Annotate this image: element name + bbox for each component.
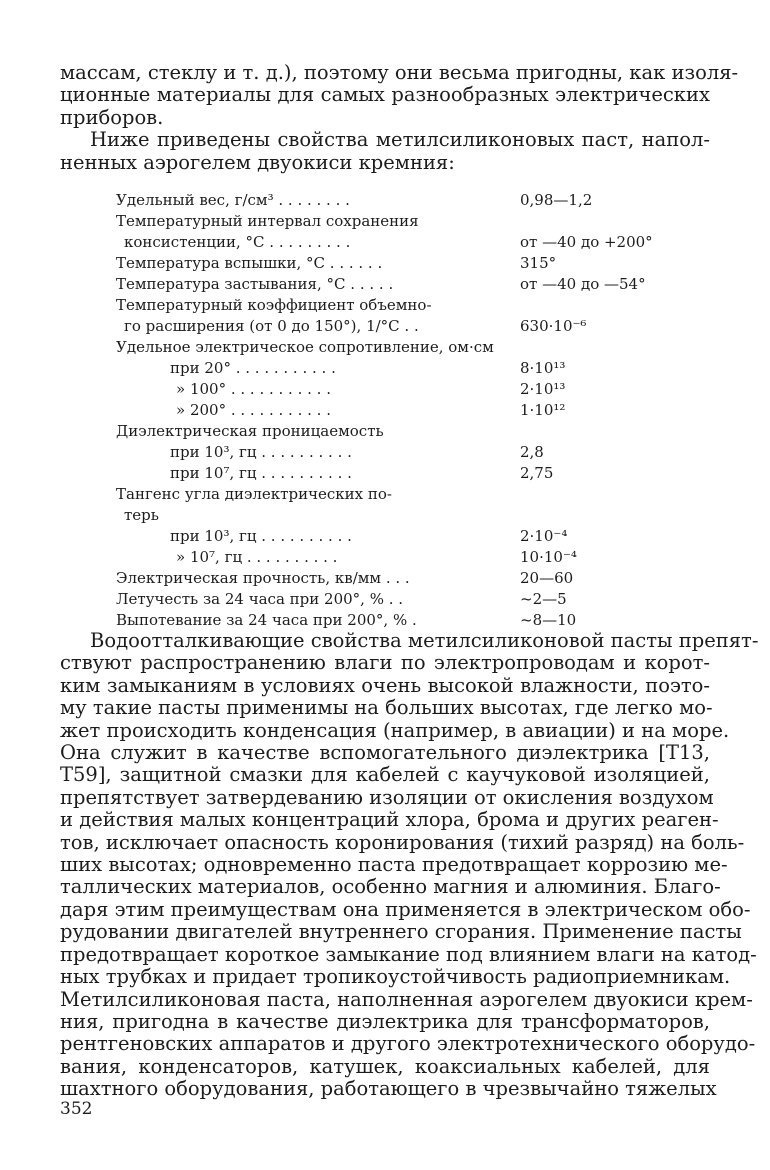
table-row <box>116 316 676 337</box>
property-label: при 20° . . . . . . . . . . . <box>170 359 336 377</box>
table-row <box>116 526 676 547</box>
property-label: при 10³, гц . . . . . . . . . . <box>170 527 352 545</box>
property-label: при 10⁷, гц . . . . . . . . . . <box>170 464 352 482</box>
property-label: » 10⁷, гц . . . . . . . . . . <box>176 548 338 566</box>
text-line: рудовании двигателей внутреннего сгорания. Применение пасты <box>60 920 742 944</box>
property-label: Удельное электрическое сопротивление, ом·см <box>116 338 494 356</box>
property-label: Температура вспышки, °C . . . . . . <box>116 254 383 272</box>
property-value: 630·10⁻⁶ <box>520 317 587 335</box>
table-row <box>116 421 676 442</box>
property-label: Тангенс угла диэлектрических по- <box>116 485 392 503</box>
table-row <box>116 379 676 400</box>
property-label: Выпотевание за 24 часа при 200°, % . <box>116 611 417 629</box>
text-line: и действия малых концентраций хлора, брома и других реаген- <box>60 808 719 832</box>
text-line: Она служит в качестве вспомогательного диэлектрика [Т13, <box>60 741 710 765</box>
table-row <box>116 505 676 526</box>
body-paragraph <box>60 629 759 1101</box>
text-line: препятствует затвердеванию изоляции от окисления воздухом <box>60 785 714 809</box>
table-row <box>116 358 676 379</box>
intro-paragraph <box>60 61 739 174</box>
table-row <box>116 547 676 568</box>
property-value: ~2—5 <box>520 590 567 608</box>
property-label: » 200° . . . . . . . . . . . <box>176 401 331 419</box>
property-value: 315° <box>520 254 557 272</box>
property-label: го расширения (от 0 до 150°), 1/°C . . <box>124 317 419 335</box>
text-line: ных трубках и придает тропикоустойчивость радиоприемникам. <box>60 965 731 989</box>
property-label: » 100° . . . . . . . . . . . <box>176 380 331 398</box>
text-line: массам, стеклу и т. д.), поэтому они весьма пригодны, как изоля- <box>60 61 739 84</box>
table-row <box>116 232 676 253</box>
table-row <box>116 337 676 358</box>
table-row <box>116 568 676 589</box>
text-line: ния, пригодна в качестве диэлектрика для трансформаторов, <box>60 1009 710 1033</box>
text-line: шахтного оборудования, работающего в чрезвычайно тяжелых <box>60 1077 717 1101</box>
table-row <box>116 400 676 421</box>
property-label: консистенции, °C . . . . . . . . . <box>124 233 351 251</box>
table-row <box>116 253 676 274</box>
text-line: тов, исключает опасность коронирования (тихий разряд) на боль- <box>60 830 745 854</box>
text-line: приборов. <box>60 105 164 129</box>
text-line: ким замыканиям в условиях очень высокой влажности, поэто- <box>60 673 710 697</box>
property-label: Температурный интервал сохранения <box>116 212 419 230</box>
text-line: ших высотах; одновременно паста предотвращает коррозию ме- <box>60 853 728 877</box>
property-value: 10·10⁻⁴ <box>520 548 577 566</box>
text-line: Т59], защитной смазки для кабелей с каучуковой изоляцией, <box>60 763 710 787</box>
property-label: Температурный коэффициент объемно- <box>116 296 432 314</box>
table-row <box>116 589 676 610</box>
table-row <box>116 274 676 295</box>
property-label: терь <box>124 506 159 524</box>
text-line: таллических материалов, особенно магния и алюминия. Благо- <box>60 875 721 899</box>
text-line: му такие пасты применимы на больших высотах, где легко мо- <box>60 696 713 720</box>
property-value: 2,75 <box>520 464 554 482</box>
table-row <box>116 295 676 316</box>
text-line: Водоотталкивающие свойства метилсиликоновой пасты препят- <box>90 629 759 652</box>
text-line: Метилсиликоновая паста, наполненная аэрогелем двуокиси крем- <box>60 987 753 1011</box>
table-row <box>116 463 676 484</box>
property-label: Удельный вес, г/см³ . . . . . . . . <box>116 191 350 209</box>
table-row <box>116 484 676 505</box>
property-label: Электрическая прочность, кв/мм . . . <box>116 569 410 587</box>
table-row <box>116 190 676 211</box>
properties-table <box>116 190 676 631</box>
property-label: Диэлектрическая проницаемость <box>116 422 384 440</box>
property-value: 1·10¹² <box>520 401 566 419</box>
property-value: 2·10¹³ <box>520 380 566 398</box>
table-row <box>116 610 676 631</box>
text-line: предотвращает короткое замыкание под влиянием влаги на катод- <box>60 942 757 966</box>
text-line: рентгеновских аппаратов и другого электротехнического оборудо- <box>60 1032 756 1056</box>
property-value: 2·10⁻⁴ <box>520 527 568 545</box>
property-value: 2,8 <box>520 443 544 461</box>
property-value: 0,98—1,2 <box>520 191 593 209</box>
text-line: ствуют распространению влаги по электропроводам и корот- <box>60 651 710 675</box>
property-label: при 10³, гц . . . . . . . . . . <box>170 443 352 461</box>
text-line: даря этим преимуществам она применяется в электрическом обо- <box>60 897 751 921</box>
property-label: Температура застывания, °C . . . . . <box>116 275 394 293</box>
text-line: Ниже приведены свойства метилсиликоновых паст, напол- <box>90 128 710 152</box>
property-value: ~8—10 <box>520 611 577 629</box>
table-row <box>116 211 676 232</box>
text-line: ненных аэрогелем двуокиси кремния: <box>60 150 455 174</box>
property-value: 20—60 <box>520 569 574 587</box>
text-line: вания, конденсаторов, катушек, коаксиальных кабелей, для <box>60 1054 710 1078</box>
text-line: ционные материалы для самых разнообразных электрических <box>60 83 710 107</box>
property-value: 8·10¹³ <box>520 359 566 377</box>
property-value: от —40 до +200° <box>520 233 653 251</box>
property-label: Летучесть за 24 часа при 200°, % . . <box>116 590 404 608</box>
property-value: от —40 до —54° <box>520 275 646 293</box>
page-number: 352 <box>60 1099 93 1119</box>
text-line: жет происходить конденсация (например, в авиации) и на море. <box>60 718 730 742</box>
table-row <box>116 442 676 463</box>
